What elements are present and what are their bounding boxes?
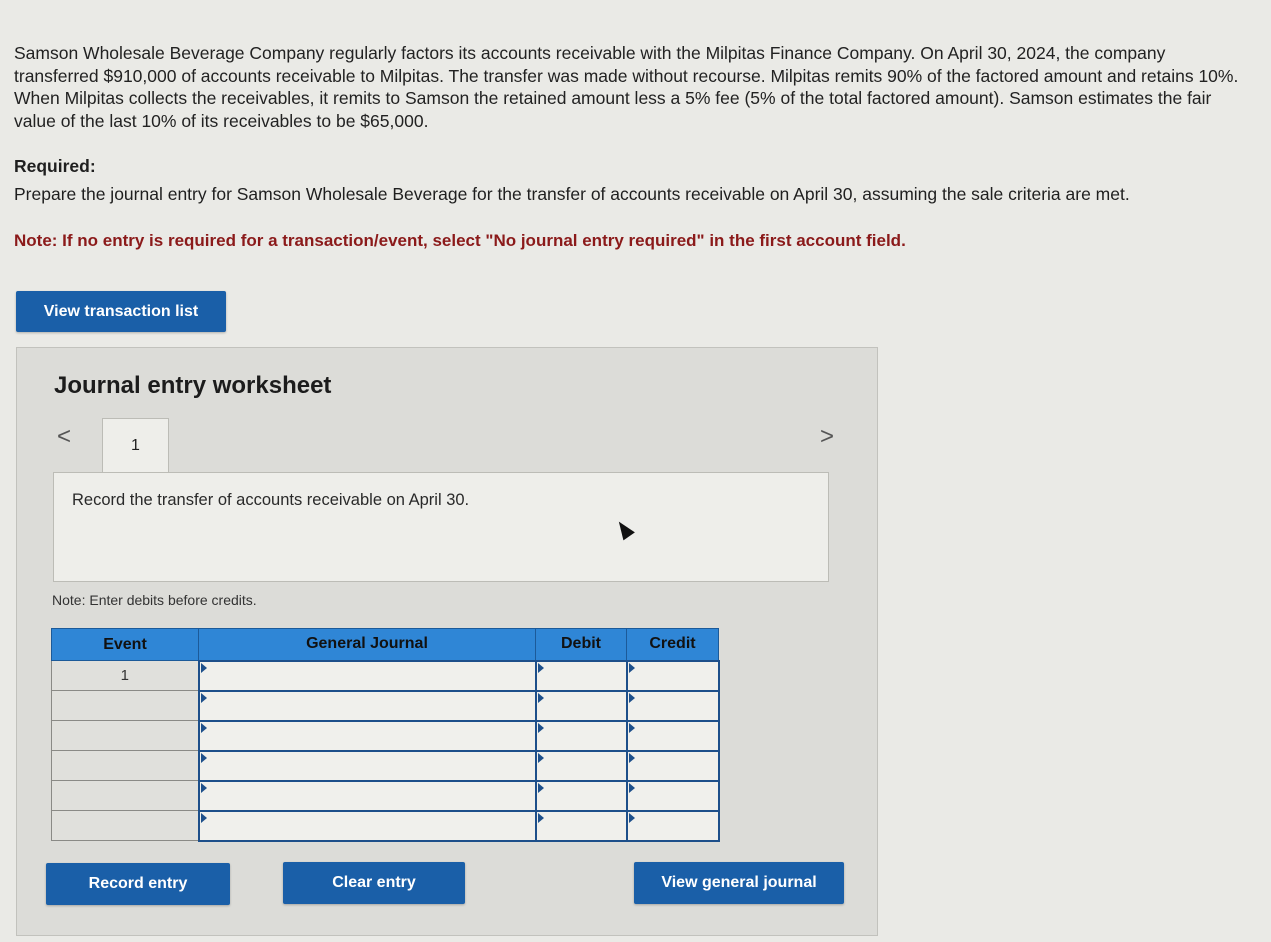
record-entry-button[interactable]: Record entry: [46, 863, 230, 905]
credit-input[interactable]: [627, 781, 719, 811]
credit-input[interactable]: [627, 661, 719, 691]
caret-right-icon: [629, 813, 635, 823]
transaction-description: Record the transfer of accounts receivable on April 30.: [72, 491, 470, 509]
event-cell: [52, 691, 199, 721]
event-cell: [52, 751, 199, 781]
credit-input[interactable]: [627, 751, 719, 781]
event-cell: [52, 811, 199, 841]
table-header-row: [52, 629, 719, 661]
caret-right-icon: [538, 783, 544, 793]
debit-input[interactable]: [536, 691, 627, 721]
credit-input[interactable]: [627, 811, 719, 841]
table-row: [52, 811, 719, 841]
journal-table: [51, 628, 720, 842]
caret-right-icon: [629, 723, 635, 733]
caret-right-icon: [629, 753, 635, 763]
table-row: [52, 781, 719, 811]
required-heading: Required:: [14, 156, 96, 176]
caret-right-icon: [201, 723, 207, 733]
debit-credit-note: Note: Enter debits before credits.: [52, 592, 257, 608]
table-row: [52, 691, 719, 721]
debit-input[interactable]: [536, 751, 627, 781]
caret-right-icon: [538, 723, 544, 733]
caret-right-icon: [538, 663, 544, 673]
caret-right-icon: [629, 693, 635, 703]
account-select[interactable]: [199, 751, 536, 781]
caret-right-icon: [201, 693, 207, 703]
caret-right-icon: [538, 753, 544, 763]
credit-input[interactable]: [627, 721, 719, 751]
chevron-right-icon[interactable]: >: [820, 423, 835, 450]
event-cell: [52, 781, 199, 811]
debit-input[interactable]: [536, 781, 627, 811]
required-text: Prepare the journal entry for Samson Wholesale Beverage for the transfer of accounts receivable on April 30, assuming the sale criteria are met.: [14, 184, 1130, 204]
caret-right-icon: [201, 663, 207, 673]
event-column-header: Event: [52, 629, 199, 661]
caret-right-icon: [201, 783, 207, 793]
table-row: [52, 751, 719, 781]
debit-input[interactable]: [536, 661, 627, 691]
caret-right-icon: [538, 813, 544, 823]
caret-right-icon: [629, 783, 635, 793]
event-cell: 1: [52, 661, 199, 691]
account-select[interactable]: [199, 781, 536, 811]
tab-transaction-1[interactable]: 1: [102, 418, 169, 472]
instruction-note: Note: If no entry is required for a transaction/event, select "No journal entry required" in the first account field.: [14, 231, 906, 250]
account-select[interactable]: [199, 691, 536, 721]
general-journal-column-header: General Journal: [199, 629, 536, 661]
credit-column-header: Credit: [627, 629, 719, 661]
journal-entry-worksheet: [16, 347, 878, 936]
clear-entry-button[interactable]: Clear entry: [283, 862, 465, 904]
debit-input[interactable]: [536, 811, 627, 841]
chevron-left-icon[interactable]: <: [57, 423, 72, 450]
transaction-description-panel: [53, 472, 829, 582]
caret-right-icon: [201, 813, 207, 823]
table-row: [52, 721, 719, 751]
account-select[interactable]: [199, 721, 536, 751]
caret-right-icon: [201, 753, 207, 763]
view-transaction-list-button[interactable]: View transaction list: [16, 291, 226, 332]
event-cell: [52, 721, 199, 751]
view-general-journal-button[interactable]: View general journal: [634, 862, 844, 904]
account-select[interactable]: [199, 661, 536, 691]
credit-input[interactable]: [627, 691, 719, 721]
table-row: [52, 661, 719, 691]
account-select[interactable]: [199, 811, 536, 841]
debit-column-header: Debit: [536, 629, 627, 661]
caret-right-icon: [538, 693, 544, 703]
worksheet-title: Journal entry worksheet: [54, 372, 332, 399]
problem-statement: Samson Wholesale Beverage Company regularly factors its accounts receivable with the Milpitas Finance Company. On April 30, 2024, the company transferred $910,000 of accounts receivable to Milpitas. The transfer was made without recourse. Milpitas remits 90% of the factored amount and retains 10%. When Milpitas collects the receivables, it remits to Samson the retained amount less a 5% fee (5% of the total factored amount). Samson estimates the fair value of the last 10% of its receivables to be $65,000.: [14, 43, 1239, 131]
debit-input[interactable]: [536, 721, 627, 751]
caret-right-icon: [629, 663, 635, 673]
